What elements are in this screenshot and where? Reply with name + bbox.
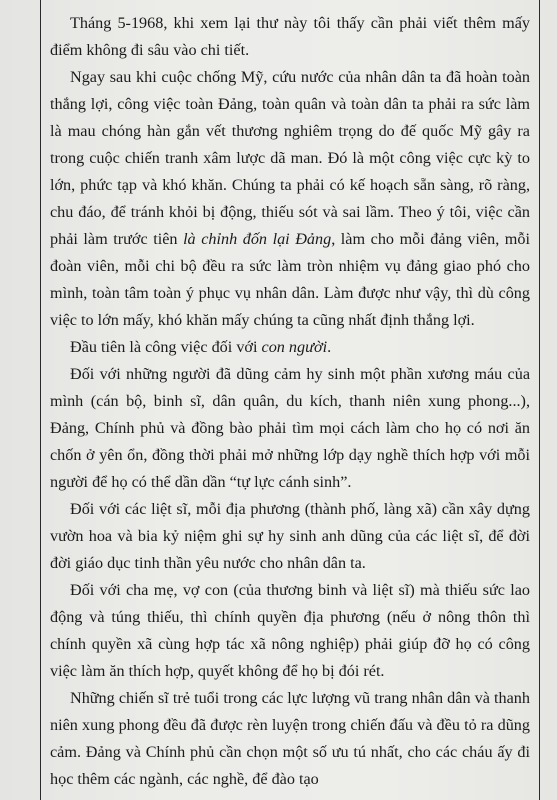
- paragraph-4: Đối với những người đã dũng cảm hy sinh một phần xương máu của mình (cán bộ, binh sĩ, dân quân, du kích, thanh niên xung phong...), Đảng, Chính phủ và đồng bào phải tìm mọi cách làm cho họ có nơi ăn chốn ở yên ổn, đồng thời phải mở những lớp dạy nghề thích hợp với mỗi người để họ có thể dần dần “tự lực cánh sinh”.: [50, 365, 530, 491]
- emphasis-text: là chỉnh đốn lại Đảng: [183, 230, 332, 248]
- paragraph-5: Đối với các liệt sĩ, mỗi địa phương (thành phố, làng xã) cần xây dựng vườn hoa và bia kỷ niệm ghi sự hy sinh anh dũng của các liệt sĩ, để đời đời giáo dục tinh thần yêu nước cho nhân dân ta.: [50, 500, 530, 572]
- emphasis-text: con người: [261, 338, 328, 356]
- paragraph-1: Tháng 5-1968, khi xem lại thư này tôi thấy cần phải viết thêm mấy điểm không đi sâu vào chi tiết.: [50, 14, 530, 59]
- paragraph-7: Những chiến sĩ trẻ tuổi trong các lực lượng vũ trang nhân dân và thanh niên xung phong đều đã được rèn luyện trong chiến đấu và đều tỏ ra dũng cảm. Đảng và Chính phủ cần chọn một số ưu tú nhất, cho các cháu ấy đi học thêm các ngành, các nghề, để đào tạo: [50, 689, 530, 788]
- paragraph-2: Ngay sau khi cuộc chống Mỹ, cứu nước của nhân dân ta đã hoàn toàn thắng lợi, công việc toàn Đảng, toàn quân và toàn dân ta phải ra sức làm là mau chóng hàn gắn vết thương nghiêm trọng do đế quốc Mỹ gây ra trong cuộc chiến tranh xâm lược dã man. Đó là một công việc cực kỳ to lớn, phức tạp và khó khăn. Chúng ta phải có kế hoạch sẵn sàng, rõ ràng, chu đáo, để tránh khỏi bị động, thiếu sót và sai lầm. Theo ý tôi, việc cần phải làm trước tiên là chỉnh đốn lại Đảng, làm cho mỗi đảng viên, mỗi đoàn viên, mỗi chi bộ đều ra sức làm tròn nhiệm vụ đảng giao phó cho mình, toàn tâm toàn ý phục vụ nhân dân. Làm được như vậy, thì dù công việc to lớn mấy, khó khăn mấy chúng ta cũng nhất định thắng lợi.: [50, 68, 530, 329]
- paragraph-6: Đối với cha mẹ, vợ con (của thương binh và liệt sĩ) mà thiếu sức lao động và túng thiếu, thì chính quyền địa phương (nếu ở nông thôn thì chính quyền xã cùng hợp tác xã nông nghiệp) phải giúp đỡ họ có công việc làm ăn thích hợp, quyết không để họ bị đói rét.: [50, 581, 530, 680]
- body-text: [50, 10, 530, 793]
- paragraph-3: Đầu tiên là công việc đối với con người.: [70, 338, 332, 356]
